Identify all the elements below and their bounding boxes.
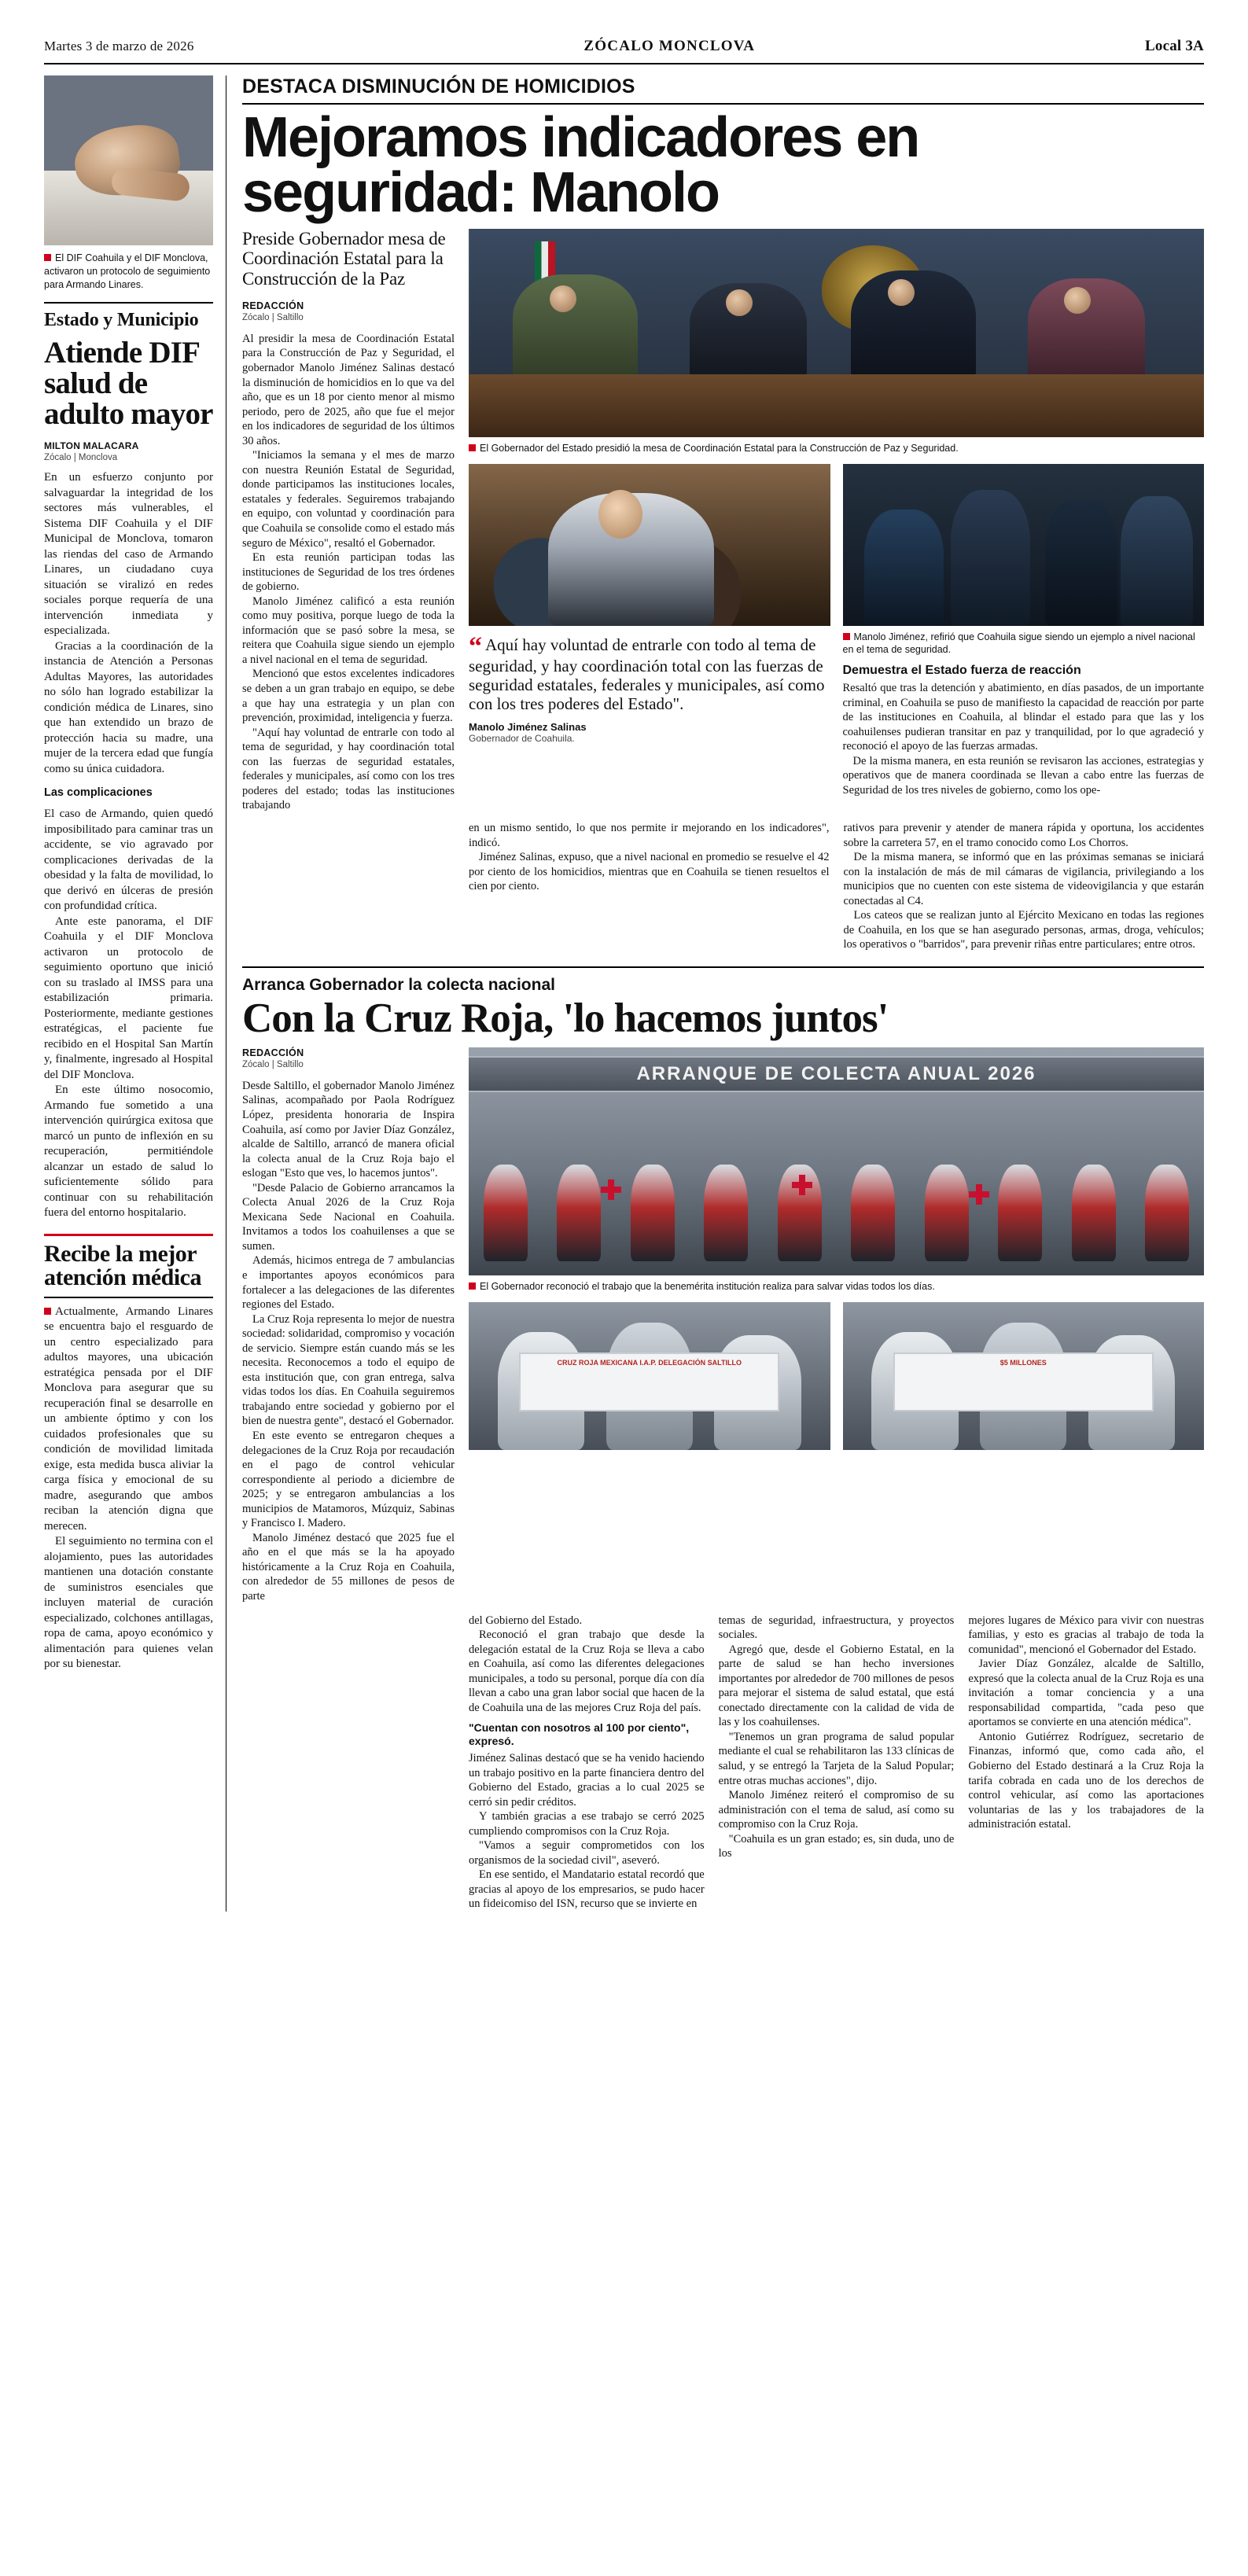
red-cross-icon: [601, 1179, 621, 1200]
caption-text: Manolo Jiménez, refirió que Coahuila sigue siendo un ejemplo a nivel nacional en el tema de seguridad.: [842, 631, 1195, 656]
paragraph: La Cruz Roja representa lo mejor de nuestra sociedad: solidaridad, compromiso y vocación de servicio. Siempre están cuando más se les necesita. Reconocemos a todo el equipo de esta institución que, con gran entrega, salva vidas todos los días. En Coahuila seguiremos trabajando entre sociedad y gobierno por el bien de nuestra gente", destacó el Gobernador.: [242, 1312, 455, 1428]
main-col1: [242, 332, 455, 813]
bottom-col2: [469, 1614, 705, 1912]
photo-figure-shape: [631, 1165, 675, 1262]
bottom-lead-grid: [242, 1047, 1204, 1604]
paragraph: Al presidir la mesa de Coordinación Estatal para la Construcción de Paz y Seguridad, el gobernador Manolo Jiménez Salinas destacó la disminución de homicidios en lo que va del año, que es un 18 por ciento menor al mismo periodo, pero de 2025, año que fue el mejor en los indicadores de seguridad de los últimos 30 años.: [242, 332, 455, 447]
bottom-small-photos: [469, 1302, 1204, 1450]
photo-figure-shape: [484, 1165, 528, 1262]
paragraph: "Tenemos un gran programa de salud popular mediante el cual se rehabilitaron las 133 clínicas de salud, y se entregó la Tarjeta de la Salud Popular; entre otras muchas acciones", dijo.: [718, 1730, 955, 1787]
bottom-story: [242, 976, 1204, 1912]
paragraph: "Coahuila es un gran estado; es, sin duda, uno de los: [718, 1832, 955, 1860]
red-square-icon: [843, 633, 850, 640]
photo-figure-shape: [1072, 1165, 1116, 1262]
rail-boxed-body: [44, 1305, 213, 1673]
bottom-right-column: [469, 1047, 1204, 1604]
paragraph: De la misma manera, se informó que en las próximas semanas se iniciará con la instalación de más de mil cámaras de vigilancia, privilegiando a los municipios que no cuenten con este sistema de videovigilancia y que estarán conectadas al C4.: [843, 851, 1204, 907]
bottom-continuation: [242, 1614, 1204, 1912]
paragraph: Manolo Jiménez reiteró el compromiso de su administración con el tema de salud, así como su compromiso con la Cruz Roja.: [718, 1789, 955, 1831]
photo-head-shape: [550, 285, 576, 312]
red-square-icon: [44, 1308, 51, 1315]
paragraph: temas de seguridad, infraestructura, y proyectos sociales.: [718, 1614, 955, 1642]
photo-check-delivery-1: [469, 1302, 830, 1450]
bottom-col1: [242, 1079, 455, 1604]
bottom-headline: Con la Cruz Roja, 'lo hacemos juntos': [242, 995, 889, 1041]
paragraph: En esta reunión participan todas las instituciones de Seguridad de los tres órdenes de gobierno.: [242, 551, 455, 594]
main-redaccion-sub: Zócalo | Saltillo: [242, 312, 304, 322]
quote-mark-icon: “: [469, 631, 482, 661]
rail-photo-caption: [44, 252, 213, 291]
pull-quote-text: Aquí hay voluntad de entrarle con todo al tema de seguridad, y hay coordinación total con las fuerzas de seguridad estatales, federales y municipales, así como con los tres poderes del Estado".: [469, 635, 825, 713]
photo-figure-shape: [557, 1165, 601, 1262]
paragraph: mejores lugares de México para vivir con nuestras familias, y esto es gracias al trabajo de toda la comunidad", mencionó el Gobernador del Estado.: [968, 1614, 1204, 1656]
paragraph: Reconoció el gran trabajo que desde la delegación estatal de la Cruz Roja se lleva a cabo en Coahuila, así como las diferentes delegaciones municipales, a todo su personal, porque día con día llevan a cabo una gran labor social que hacen de la de Coahuila una de las mejores Cruz Roja del país.: [469, 1628, 705, 1714]
masthead-section: Local 3A: [1145, 38, 1204, 54]
photo-figure-shape: [1121, 496, 1193, 626]
paragraph: Además, hicimos entrega de 7 ambulancias e importantes apoyos económicos para fortalecer a las delegaciones de las diferentes regiones del Estado.: [242, 1254, 455, 1312]
bottom-kicker: Arranca Gobernador la colecta nacional: [242, 975, 555, 994]
paragraph: Javier Díaz González, alcalde de Saltillo, expresó que la colecta anual de la Cruz Roja es una invitación a tomar conciencia y a una responsabilidad compartida, "cada peso que aportamos se convierte en una atención médica".: [968, 1658, 1204, 1729]
paragraph: "Iniciamos la semana y el mes de marzo con nuestra Reunión Estatal de Seguridad, donde participamos las instituciones locales, estatales y federales. Seguiremos trabajando en equipo, con voluntad y coordinación para que Coahuila se consolide como el estado más seguro de México", resaltó el Gobernador.: [242, 449, 455, 550]
red-cross-icon: [792, 1175, 812, 1195]
paragraph: Resaltó que tras la detención y abatimiento, en días pasados, de un importante criminal, en Coahuila se puso de manifiesto la capacidad de reacción por parte de las instituciones en Coahuila, al blindar el estado para que las y los coahuilenses pudieran transitar en paz y tranquilidad, por lo que agradeció y reconoció el apoyo de las fuerzas armadas.: [842, 682, 1204, 753]
paragraph: del Gobierno del Estado.: [469, 1614, 583, 1627]
masthead-date: Martes 3 de marzo de 2026: [44, 39, 194, 53]
photo-people-row: [469, 1143, 1204, 1262]
paragraph: Gracias a la coordinación de la instancia de Atención a Personas Adultas Mayores, las autoridades no sólo han logrado estabilizar la condición médica de Linares, sino que han extendido un brazo de protección hacia su madre, una mujer de la tercera edad que fungía como su única cuidadora.: [44, 639, 213, 775]
main-content: [226, 75, 1204, 1912]
rail-body-1: [44, 470, 213, 777]
rail-boxed-rule: [44, 1297, 213, 1298]
photo-figure-shape: [951, 490, 1030, 626]
paragraph: [44, 1305, 213, 1535]
bottom-redaccion: REDACCIÓN: [242, 1047, 304, 1058]
bottom-col3: [719, 1614, 955, 1912]
check-label: CRUZ ROJA MEXICANA I.A.P. DELEGACIÓN SALTILLO: [557, 1359, 742, 1367]
paragraph: Mencionó que estos excelentes indicadores se deben a un gran trabajo en equipo, se debe a que hay una estrategia y un plan con prevención, proximidad, inteligencia y fuerza.: [242, 668, 455, 725]
page-grid: [44, 75, 1204, 1912]
photo-coordination-table: [469, 229, 1204, 437]
photo-head-shape: [598, 490, 642, 539]
rail-byline: MILTON MALACARA: [44, 440, 139, 452]
bottom-continuation-spacer: [242, 1614, 455, 1912]
main-photo-column: [469, 229, 1204, 813]
paragraph: Jiménez Salinas destacó que se ha venido haciendo un trabajo positivo en la parte financiera dentro del Gobierno del Estado, gracias a lo cual 2025 se cerró sin pedir créditos.: [469, 1751, 705, 1809]
main-photo-pair: [469, 464, 1204, 797]
main-photo-right-caption: [843, 631, 1205, 657]
caption-text: El Gobernador reconoció el trabajo que la benemérita institución realiza para salvar vidas todos los días.: [480, 1280, 935, 1292]
rail-boxed-item: [44, 1234, 213, 1673]
paragraph: Manolo Jiménez calificó a esta reunión como muy positiva, porque luego de toda la información que se pasó sobre la mesa, se reitera que Coahuila sigue siendo un ejemplo a nivel nacional en el tema de seguridad.: [242, 594, 455, 666]
bottom-left-column: [242, 1047, 455, 1604]
photo-head-shape: [726, 289, 753, 316]
paragraph-text: Actualmente, Armando Linares se encuentra bajo el resguardo de un centro especializado para adultos mayores, una ubicación estratégica pensada por el DIF Monclova para asegurar que su recuperación final se desarrolle en un ambiente óptimo y con los cuidados profesionales que su condición de movilidad limitada exige, esta medida busca aliviar la carga física y emocional de su madre, asegurando que ambos reciban la atención digna que merecen.: [44, 1305, 213, 1533]
rail-photo-caption-text: El DIF Coahuila y el DIF Monclova, activaron un protocolo de seguimiento para Armando Linares.: [44, 252, 211, 290]
paragraph: En un esfuerzo conjunto por salvaguardar la integridad de los sectores más vulnerables, el Sistema DIF Coahuila y el DIF Municipal de Monclova, tomaron las riendas del caso de Armando Linares, un ciudadano cuya situación se viralizó en redes sociales porque requería de una intervención inmediata y especializada.: [44, 471, 213, 638]
bottom-bold-quote: "Cuentan con nosotros al 100 por ciento", expresó.: [469, 1721, 690, 1748]
rail-subhead: Las complicaciones: [44, 786, 153, 800]
paragraph: "Aquí hay voluntad de entrarle con todo al tema de seguridad, y hay coordinación total con las fuerzas de seguridad estatales, federales y municipales, así como con los tres poderes del estado; todas las instituciones trabajando: [242, 726, 455, 812]
continuation-spacer: [242, 821, 455, 952]
paragraph: El caso de Armando, quien quedó imposibilitado para caminar tras un accidente, se vio agravado por complicaciones derivadas de la obesidad y la falta de movilidad, lo que derivó en úlceras de presión con profundidad crítica.: [44, 808, 213, 913]
photo-head-shape: [888, 279, 915, 306]
bottom-col4: [968, 1614, 1204, 1912]
photo-figure-shape: [998, 1165, 1042, 1262]
bottom-photo-caption: [469, 1280, 1204, 1293]
paragraph: En este evento se entregaron cheques a delegaciones de la Cruz Roja por recaudación en el pago de control vehicular correspondiente al periodo a diciembre de 2025; y se entregaron ambulancias a los municipios de Matamoros, Múzquiz, Sabinas y Francisco I. Madero.: [242, 1430, 455, 1530]
rail-boxed-title: Recibe la mejor atención médica: [44, 1240, 201, 1291]
photo-figure-shape: [864, 510, 944, 626]
photo-figure-shape: [851, 1165, 895, 1262]
paragraph: Ante este panorama, el DIF Coahuila y el DIF Monclova activaron un protocolo de seguimiento oportuno que inició con su traslado al IMSS para una estabilización primaria. Posteriormente, mediante gestiones estratégicas, el paciente fue recibido en el Hospital San Martín y, finalmente, ingresado al Hospital del DIF Monclova.: [44, 914, 213, 1081]
main-deck-column: [242, 229, 455, 813]
main-col2b: [843, 681, 1205, 797]
main-pull-quote: [469, 631, 830, 713]
main-kicker-rule: [242, 103, 1204, 105]
photo-right-block: [843, 464, 1205, 797]
main-subhead-reaccion: Demuestra el Estado fuerza de reacción: [842, 664, 1081, 678]
pull-quote-role: Gobernador de Coahuila.: [469, 733, 575, 745]
rail-photo-dif: [44, 75, 213, 245]
main-kicker: DESTACA DISMINUCIÓN DE HOMICIDIOS: [242, 75, 635, 98]
main-col2-cont: [469, 821, 830, 952]
event-banner: ARRANQUE DE COLECTA ANUAL 2026: [469, 1056, 1204, 1092]
paragraph: Desde Saltillo, el gobernador Manolo Jiménez Salinas, acompañado por Paola Rodríguez López, presidenta honoraria de Inspira Coahuila, así como por Javier Díaz González, alcalde de Saltillo, arrancó de manera oficial la colecta anual de la Cruz Roja bajo el eslogan "Esto que ves, lo hacemos juntos".: [242, 1079, 455, 1180]
paragraph: De la misma manera, en esta reunión se revisaron las acciones, estrategias y operativos que de manera coordinada se llevan a cabo entre las fuerzas de Seguridad de los tres niveles de gobierno, como los ope-: [842, 754, 1204, 797]
main-redaccion: REDACCIÓN: [242, 300, 304, 311]
rail-body-2: [44, 807, 213, 1221]
pull-quote-author: Manolo Jiménez Salinas: [469, 721, 587, 734]
photo-figure-shape: [704, 1165, 748, 1262]
main-continuation: [242, 821, 1204, 952]
paragraph: Los cateos que se realizan junto al Ejército Mexicano en todas las regiones de Coahuila, en los que se han asegurado personas, armas, droga, vehículos; los operativos o "barridos", para prevenir riñas entre particulares; entre otros.: [843, 909, 1204, 951]
masthead-paper: ZÓCALO MONCLOVA: [584, 38, 756, 54]
caption-text: El Gobernador del Estado presidió la mesa de Coordinación Estatal para la Construcción de Paz y Seguridad.: [480, 442, 959, 454]
photo-handshake-officials: [843, 464, 1205, 626]
paragraph: "Vamos a seguir comprometidos con los organismos de la sociedad civil", aseveró.: [469, 1839, 705, 1867]
photo-figure-shape: [1045, 499, 1117, 626]
bottom-col2-bottom: [469, 1751, 705, 1912]
red-square-icon: [469, 1282, 476, 1290]
giant-check-2: [893, 1352, 1154, 1411]
rail-headline: Atiende DIF salud de adulto mayor: [44, 336, 213, 432]
red-square-icon: [469, 444, 476, 451]
bottom-col2-top: [469, 1614, 705, 1716]
main-photo-caption: [469, 442, 1204, 454]
paragraph: en un mismo sentido, lo que nos permite ir mejorando en los indicadores", indicó.: [469, 821, 830, 849]
rail-divider: [44, 302, 213, 304]
paragraph: Manolo Jiménez destacó que 2025 fue el año en el que más se la ha apoyado históricamente a la Cruz Roja en Coahuila, con alrededor de 55 millones de pesos de parte: [242, 1531, 455, 1603]
paragraph: En ese sentido, el Mandatario estatal recordó que gracias al apoyo de los empresarios, se pudo hacer un fideicomiso del ISN, recurso que se invierte en: [469, 1868, 705, 1911]
red-square-icon: [44, 254, 51, 261]
check-amount: $5 MILLONES: [1000, 1359, 1047, 1367]
paragraph: Agregó que, desde el Gobierno Estatal, en la parte de salud se han hecho inversiones importantes por alrededor de 700 millones de pesos para mejorar el sistema de salud estatal, que está conectado directamente con la calidad de vida de las y los coahuilenses.: [718, 1643, 955, 1729]
red-cross-icon: [969, 1184, 989, 1205]
paragraph: rativos para prevenir y atender de manera rápida y oportuna, los accidentes sobre la carretera 57, en el tramo conocido como Los Chorros.: [843, 821, 1204, 849]
main-col3: [844, 821, 1205, 952]
photo-check-delivery-2: [843, 1302, 1205, 1450]
main-headline: Mejoramos indicadores en seguridad: Manolo: [242, 106, 919, 224]
photo-figure-shape: [1145, 1165, 1189, 1262]
main-lead-grid: [242, 229, 1204, 813]
paragraph: El seguimiento no termina con el alojamiento, pues las autoridades mantienen una dotación constante de suministros esenciales que incluyen material de curación especializado, colchones antillagas, ropa de cama, apoyo económico y alimentación para quienes velan por su bienestar.: [44, 1535, 213, 1671]
paragraph: En este último nosocomio, Armando fue sometido a una intervención quirúrgica exitosa que marcó un punto de inflexión en su recuperación, permitiéndole alcanzar un estado de salud lo suficientemente sólido para continuar con su rehabilitación fuera del entorno hospitalario.: [44, 1084, 213, 1220]
masthead-rule: [44, 63, 1204, 64]
bottom-story-divider: [242, 966, 1204, 968]
masthead: [44, 38, 1204, 63]
rail-byline-sub: Zócalo | Monclova: [44, 453, 118, 463]
rail-section-label: Estado y Municipio: [44, 310, 199, 331]
photo-cruz-roja-event: [469, 1047, 1204, 1275]
left-rail: [44, 75, 226, 1912]
giant-check-1: [519, 1352, 779, 1411]
photo-figure-shape: [925, 1165, 969, 1262]
paragraph: Y también gracias a ese trabajo se cerró 2025 cumpliendo compromisos con la Cruz Roja.: [469, 1810, 705, 1838]
photo-governor-speaking: [469, 464, 830, 626]
paragraph: Antonio Gutiérrez Rodríguez, secretario de Finanzas, informó que, como cada año, el Gobierno del Estado destinará a la Cruz Roja la tarifa cobrada en cada uno de los derechos de control vehicular, así como las aportaciones voluntarias de las y los trabajadores de la administración estatal.: [968, 1730, 1204, 1831]
paragraph: Jiménez Salinas, expuso, que a nivel nacional en promedio se resuelve el 42 por ciento de los homicidios, mientras que en Coahuila se tienen resueltos el cien por ciento.: [469, 851, 830, 893]
photo-left-block: [469, 464, 830, 797]
photo-figure-shape: [513, 274, 638, 383]
photo-table-shape: [469, 374, 1204, 437]
main-deck: Preside Gobernador mesa de Coordinación Estatal para la Construcción de la Paz: [242, 228, 446, 289]
bottom-redaccion-sub: Zócalo | Saltillo: [242, 1059, 304, 1069]
paragraph: "Desde Palacio de Gobierno arrancamos la Colecta Anual 2026 de la Cruz Roja Mexicana Sede Nacional en Coahuila. Invitamos a todos los coahuilenses a que se sumen.: [242, 1181, 455, 1253]
